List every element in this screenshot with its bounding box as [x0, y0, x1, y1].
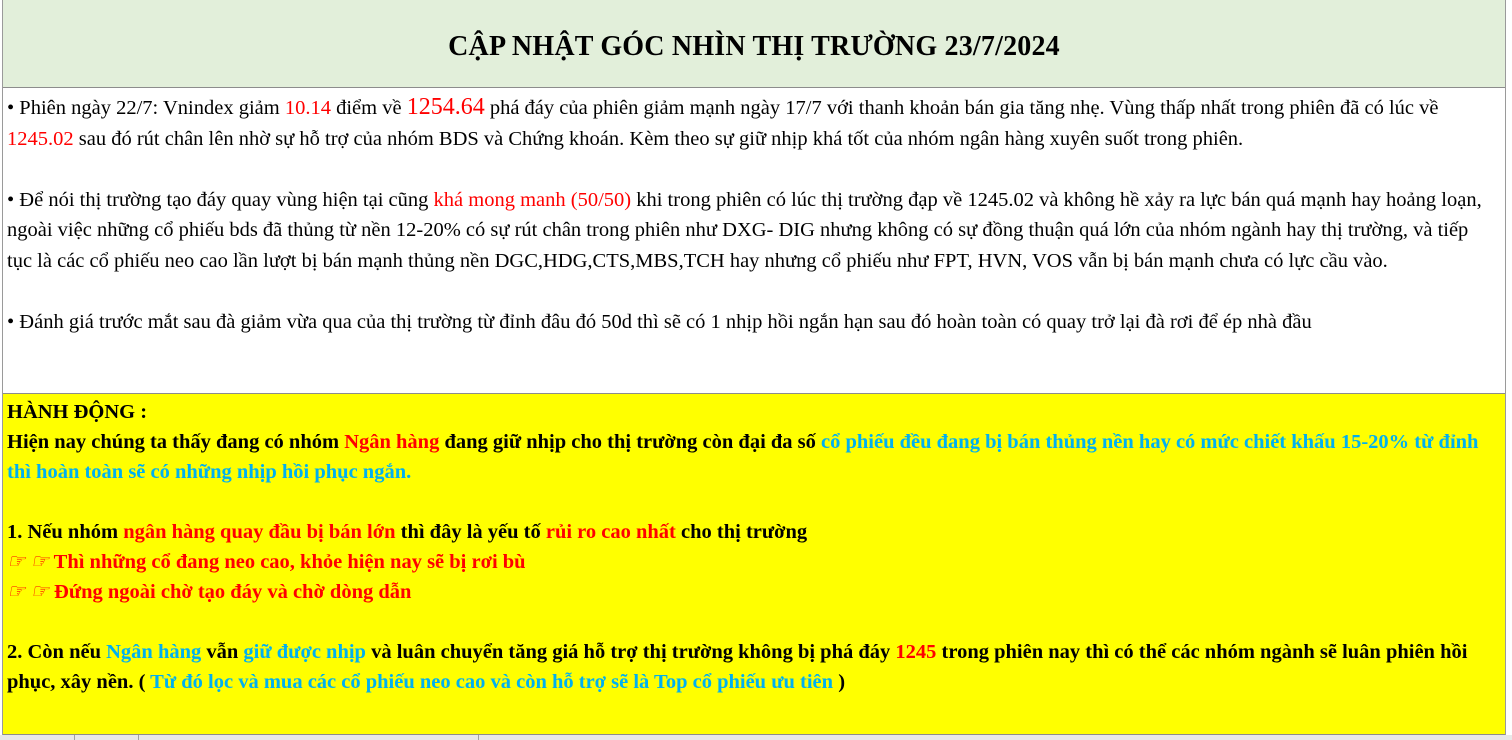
scenario-2 [7, 637, 1495, 697]
banking-highlight: Ngân hàng [106, 641, 202, 663]
priority-stocks-highlight: Từ đó lọc và mua các cổ phiếu neo cao và còn hỗ trợ sẽ là Top cổ phiếu ưu tiên [150, 671, 834, 693]
hold-rhythm-highlight: giữ được nhịp [243, 641, 366, 663]
text-run: sau đó rút chân lên nhờ sự hỗ trợ của nhóm BDS và Chứng khoán. Kèm theo sự giữ nhịp khá tốt của nhóm ngân hàng xuyên suốt trong phiên. [73, 127, 1244, 150]
scenario-1 [7, 517, 1495, 547]
tab-divider [478, 735, 479, 740]
recovery-highlight: cổ phiếu đều đang bị bán thủng nền hay có mức chiết khấu 15-20% từ đỉnh thì hoàn toàn sẽ có những nhịp hồi phục ngắn. [7, 431, 1479, 483]
blank-line [7, 607, 1495, 637]
pointing-hand-icon: ☞ ☞ [7, 551, 49, 573]
action-intro [7, 427, 1495, 487]
text-run: • Để nói thị trường tạo đáy quay vùng hiện tại cũng [7, 188, 434, 211]
index-drop-value: 10.14 [284, 97, 331, 119]
text-run: 2. Còn nếu [7, 641, 107, 663]
support-level-value: 1245 [895, 641, 937, 663]
paragraph-bottom-assessment [7, 185, 1495, 277]
action-plan-cell[interactable] [3, 393, 1505, 735]
tab-divider [138, 735, 139, 740]
sheet-tab-bar [0, 735, 1512, 740]
text-run: Thì những cổ đang neo cao, khỏe hiện nay sẽ bị rơi bù [48, 551, 526, 573]
text-run: trong phiên nay thì có thể các nhóm ngành sẽ luân phiên hồi phục, xây nền. ( [7, 641, 1468, 693]
banking-group-highlight: Ngân hàng [344, 431, 440, 453]
blank-line [7, 487, 1495, 517]
text-run: • Phiên ngày 22/7: Vnindex giảm [7, 97, 285, 119]
text-run: điểm về [330, 97, 407, 119]
text-run: Đứng ngoài chờ tạo đáy và chờ dòng dẫn [48, 581, 412, 603]
text-run: vẫn [201, 641, 244, 663]
index-close-value: 1254.64 [406, 94, 485, 120]
paragraph-session-summary [7, 92, 1495, 154]
scenario-1-bullet-2 [7, 577, 1495, 607]
fragile-bottom-highlight: khá mong manh (50/50) [433, 188, 637, 211]
tab-divider [74, 735, 75, 740]
text-run: phá đáy của phiên giảm mạnh ngày 17/7 với thanh khoản bán gia tăng nhẹ. Vùng thấp nhất trong phiên đã có lúc về [484, 97, 1439, 119]
highest-risk-highlight: rủi ro cao nhất [545, 521, 676, 543]
pointing-hand-icon: ☞ ☞ [7, 581, 49, 603]
text-run: và luân chuyển tăng giá hỗ trợ thị trường không bị phá đáy [365, 641, 896, 663]
spreadsheet-sheet [2, 0, 1506, 740]
text-run: ) [833, 671, 846, 693]
bank-sell-off-highlight: ngân hàng quay đầu bị bán lớn [123, 521, 396, 543]
index-low-value: 1245.02 [7, 127, 74, 150]
title-cell[interactable] [3, 0, 1505, 88]
text-run: thì đây là yếu tố [395, 521, 546, 543]
text-run: khi trong phiên có lúc thị trường đạp về 1245.02 và không hề xảy ra lực bán quá mạnh hay hoảng loạn, ngoài việc những cổ phiếu bds đã thủng từ nền 12-20% có sự rút chân trong phiên như DXG- DIG nhưng không có sự đồng thuận quá lớn của nhóm ngành hay thị trường, và tiếp tục là các cổ phiếu neo cao lần lượt bị bán mạnh thủng nền DGC,HDG,CTS,MBS,TCH hay nhưng cổ phiếu như FPT, HVN, VOS vẫn bị bán mạnh chưa có lực cầu vào. [7, 188, 1482, 272]
text-run: đang giữ nhịp cho thị trường còn đại đa số [439, 431, 822, 453]
text-run: 1. Nếu nhóm [7, 521, 124, 543]
market-commentary-cell[interactable] [3, 89, 1505, 393]
scenario-1-bullet-1 [7, 547, 1495, 577]
page-title: CẬP NHẬT GÓC NHÌN THỊ TRƯỜNG 23/7/2024 [448, 30, 1060, 62]
action-heading: HÀNH ĐỘNG : [7, 401, 148, 423]
text-run: cho thị trường [675, 521, 808, 543]
text-run: Hiện nay chúng ta thấy đang có nhóm [7, 431, 345, 453]
paragraph-outlook [7, 307, 1495, 338]
text-run: • Đánh giá trước mắt sau đà giảm vừa qua của thị trường từ đỉnh đâu đó 50d thì sẽ có 1 nhịp hồi ngắn hạn sau đó hoàn toàn có quay trở lại đà rơi để ép nhà đầu [7, 310, 1312, 333]
